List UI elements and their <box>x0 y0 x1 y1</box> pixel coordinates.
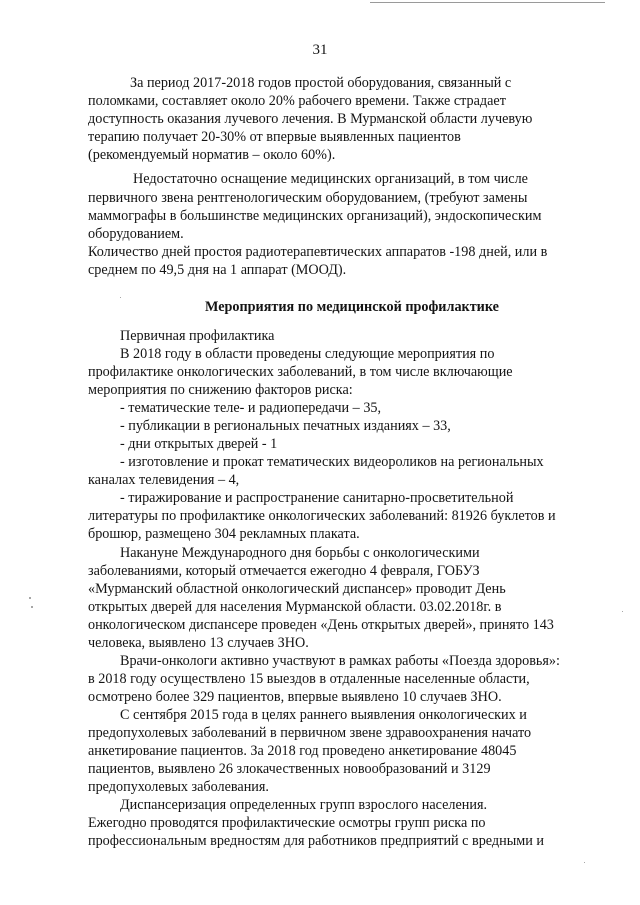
text-line: Диспансеризация определенных групп взрослого населения. <box>120 797 488 813</box>
text-line: предопухолевых заболеваний в первичном звене здравоохранения начато <box>88 725 532 741</box>
text-line: профилактике онкологических заболеваний, в том числе включающие <box>88 364 513 380</box>
list-item: - тематические теле- и радиопередачи – 35, <box>120 400 382 416</box>
text-line: Первичная профилактика <box>120 328 275 344</box>
list-item: - дни открытых дверей - 1 <box>120 436 278 452</box>
scan-speck <box>31 606 33 608</box>
text-line: открытых дверей для населения Мурманской области. 03.02.2018г. в <box>88 599 502 615</box>
text-line: оборудованием. <box>88 226 184 242</box>
text-line: профессиональным вредностям для работников предприятий с вредными и <box>88 833 544 849</box>
section-heading: Мероприятия по медицинской профилактике <box>205 299 499 315</box>
scan-speck <box>622 611 623 612</box>
scan-speck <box>584 862 585 863</box>
text-line: В 2018 году в области проведены следующие мероприятия по <box>120 346 495 362</box>
scan-speck <box>29 597 31 599</box>
text-line: Накануне Международного дня борьбы с онкологическими <box>120 545 480 561</box>
text-line: пациентов, выявлено 26 злокачественных новообразований и 3129 <box>88 761 491 777</box>
text-line: человека, выявлено 13 случаев ЗНО. <box>88 635 309 651</box>
text-line: терапию получает 20-30% от впервые выявленных пациентов <box>88 129 461 145</box>
text-line: (рекомендуемый норматив – около 60%). <box>88 147 336 163</box>
list-item: - тиражирование и распространение санитарно-просветительной <box>120 490 514 506</box>
text-line: мероприятия по снижению факторов риска: <box>88 382 353 398</box>
page-number: 31 <box>312 42 328 58</box>
text-line: в 2018 году осуществлено 15 выездов в отдаленные населенные области, <box>88 671 530 687</box>
text-line: «Мурманский областной онкологический диспансер» проводит День <box>88 581 506 597</box>
text-line: доступность оказания лучевого лечения. В Мурманской области лучевую <box>88 111 533 127</box>
text-line: первичного звена рентгенологическим оборудованием, (требуют замены <box>88 190 528 206</box>
text-line: С сентября 2015 года в целях раннего выявления онкологических и <box>120 707 527 723</box>
text-line: поломками, составляет около 20% рабочего времени. Также страдает <box>88 93 506 109</box>
text-line: Недостаточно оснащение медицинских организаций, в том числе <box>133 171 528 187</box>
text-line: маммографы в большинстве медицинских организаций), эндоскопическим <box>88 208 542 224</box>
list-item: - публикации в региональных печатных изданиях – 33, <box>120 418 451 434</box>
scan-speck <box>120 297 121 298</box>
text-line: За период 2017-2018 годов простой оборудования, связанный с <box>130 75 512 91</box>
text-line: онкологическом диспансере проведен «День открытых дверей», принято 143 <box>88 617 554 633</box>
list-item: - изготовление и прокат тематических видеороликов на региональных <box>120 454 544 470</box>
text-line: предопухолевых заболевания. <box>88 779 269 795</box>
text-line: Врачи-онкологи активно участвуют в рамках работы «Поезда здоровья»: <box>120 653 560 669</box>
text-line: Ежегодно проводятся профилактические осмотры групп риска по <box>88 815 486 831</box>
text-line: среднем по 49,5 дня на 1 аппарат (МООД). <box>88 262 347 278</box>
text-line: заболеваниями, который отмечается ежегодно 4 февраля, ГОБУЗ <box>88 563 480 579</box>
text-line: Количество дней простоя радиотерапевтических аппаратов -198 дней, или в <box>88 244 548 260</box>
text-line: осмотрено более 329 пациентов, впервые выявлено 10 случаев ЗНО. <box>88 689 502 705</box>
text-line: каналах телевидения – 4, <box>88 472 240 488</box>
text-line: литературы по профилактике онкологических заболеваний: 81926 буклетов и <box>88 508 556 524</box>
text-line: брошюр, размещено 304 рекламных плаката. <box>88 526 360 542</box>
top-rule <box>370 2 605 3</box>
text-line: анкетирование пациентов. За 2018 год проведено анкетирование 48045 <box>88 743 517 759</box>
